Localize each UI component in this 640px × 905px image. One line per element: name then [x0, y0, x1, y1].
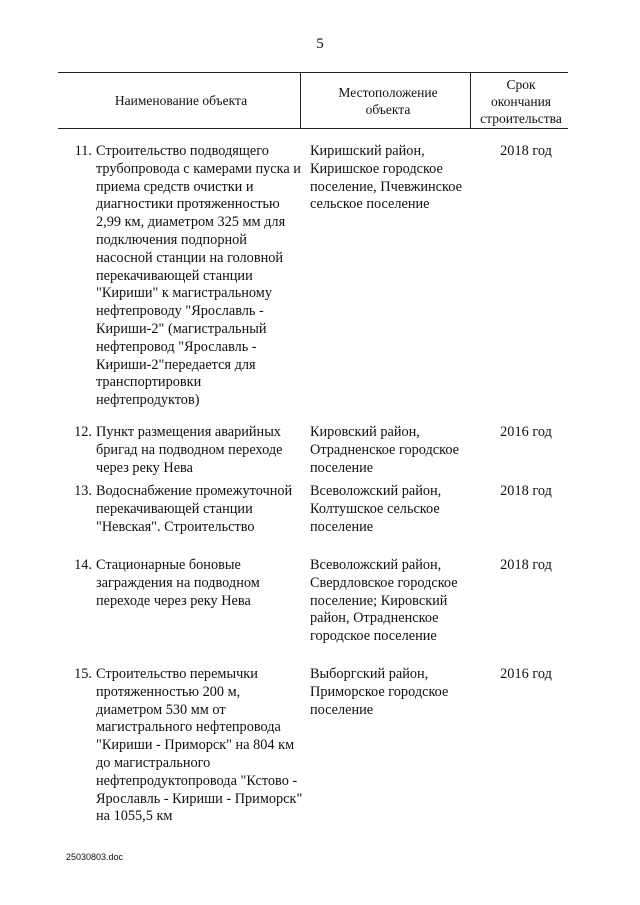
row-number: 15. — [74, 666, 92, 682]
row-name: Пункт размещения аварийных бригад на подводном переходе через реку Нева — [96, 424, 283, 476]
header-divider-2 — [470, 72, 471, 128]
row-year: 2018 год — [500, 557, 552, 573]
row-number: 11. — [74, 143, 92, 159]
row-location: Всеволожский район, Колтушское сельское поселение — [310, 483, 442, 535]
row-name: Строительство перемычки протяженностью 200 м, диаметром 530 мм от магистрального нефтепровода "Кириши - Приморск" на 804 км до магистрального нефтепродуктопровода "Кстово - Ярославль - Кириши - Приморск" на 1055,5 км — [96, 666, 303, 825]
row-location: Всеволожский район, Свердловское городское поселение; Кировский район, Отрадненское городское поселение — [310, 557, 458, 645]
row-year: 2018 год — [500, 143, 552, 159]
footer-filename: 25030803.doc — [66, 852, 124, 862]
row-year: 2016 год — [500, 666, 552, 682]
header-col-location: Местоположение объекта — [338, 85, 438, 117]
row-location: Киришский район, Киришское городское поселение, Пчевжинское сельское поселение — [310, 143, 462, 213]
row-number: 13. — [74, 483, 92, 499]
row-location: Выборгский район, Приморское городское поселение — [310, 666, 449, 718]
header-rule-top — [58, 72, 568, 73]
row-year: 2016 год — [500, 424, 552, 440]
header-col-name: Наименование объекта — [114, 93, 248, 108]
row-year: 2018 год — [500, 483, 552, 499]
row-number: 12. — [74, 424, 92, 440]
row-name: Водоснабжение промежуточной перекачивающей станции "Невская". Строительство — [96, 483, 293, 535]
header-divider-1 — [300, 72, 301, 128]
row-name: Строительство подводящего трубопровода с камерами пуска и приема средств очистки и диагностики протяженностью 2,99 км, диаметром 325 мм для подключения подпорной насосной станции на головной перекачивающей станции "Кириши" к магистральному нефтепроводу "Ярославль - Кириши-2" (магистральный нефтепровод "Ярославль - Кириши-2"передается для транспортировки нефтепродуктов) — [96, 143, 301, 409]
header-rule-bottom — [58, 128, 568, 129]
row-number: 14. — [74, 557, 92, 573]
row-location: Кировский район, Отрадненское городское поселение — [310, 424, 460, 476]
header-col-deadline: Срок окончания строительства — [480, 77, 562, 126]
row-name: Стационарные боновые заграждения на подводном переходе через реку Нева — [96, 557, 260, 609]
page-number: 5 — [316, 36, 324, 52]
